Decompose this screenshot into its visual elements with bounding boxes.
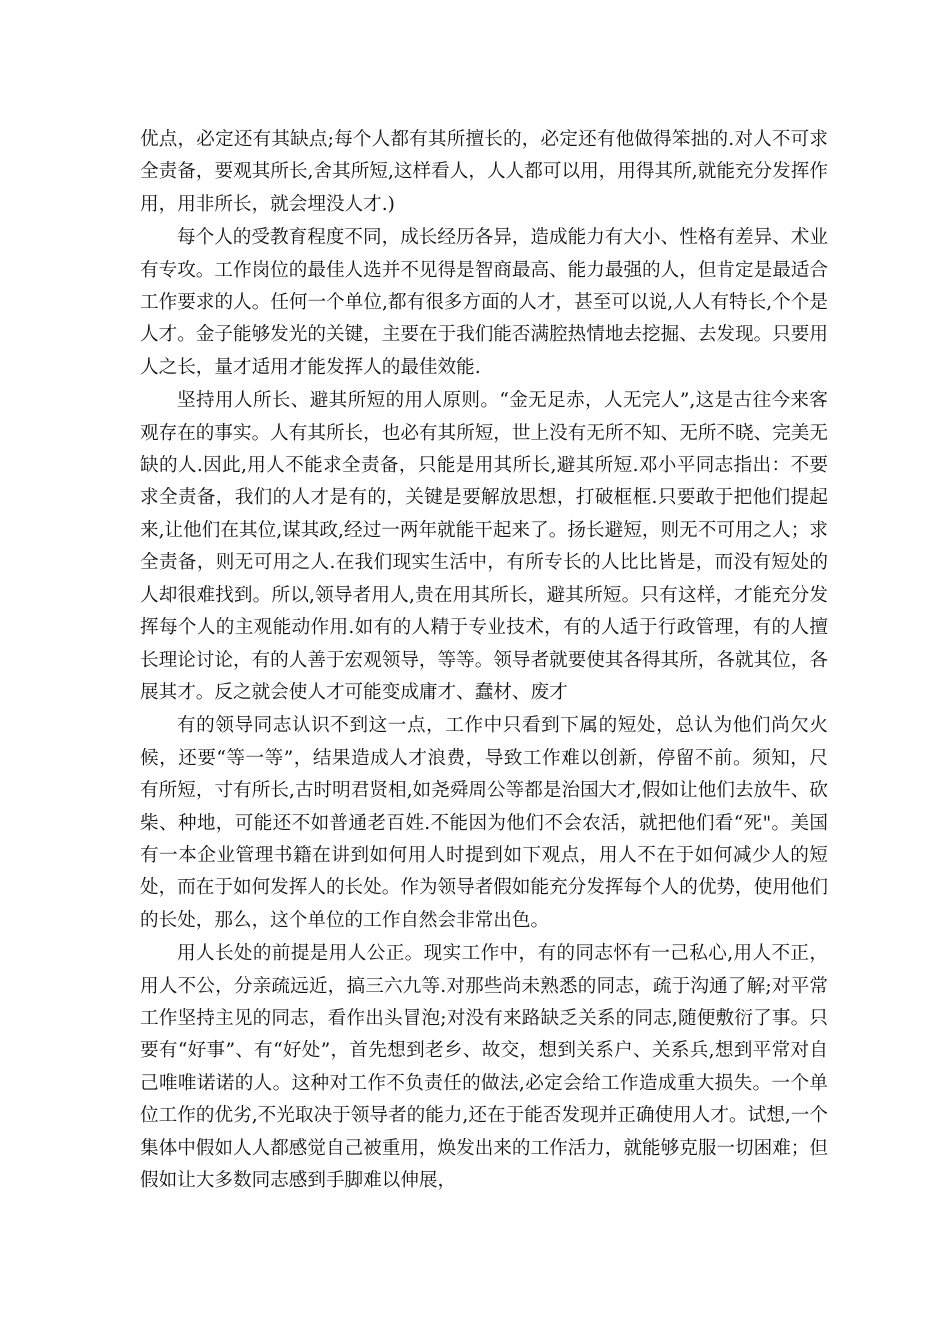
paragraph-1: 优点，必定还有其缺点;每个人都有其所擅长的，必定还有他做得笨拙的.对人不可求全责备，要观其所长,舍其所短,这样看人，人人都可以用，用得其所,就能充分发挥作用，用非所长，就会埋没人才.) <box>140 129 828 215</box>
paragraph-5: 用人长处的前提是用人公正。现实工作中，有的同志怀有一己私心,用人不正，用人不公，分亲疏远近，搞三六九等.对那些尚未熟悉的同志，疏于沟通了解;对平常工作坚持主见的同志，看作出头冒泡;对没有来路缺乏关系的同志,随便敷衍了事。只要有“好事”、有“好处”，首先想到老乡、故交，想到关系户、关系兵,想到平常对自己唯唯诺诺的人。这种对工作不负责任的做法,必定会给工作造成重大损失。一个单位工作的优劣,不光取决于领导者的能力,还在于能否发现并正确使用人才。试想,一个集体中假如人人都感觉自己被重用，焕发出来的工作活力，就能够克服一切困难；但假如让大多数同志感到手脚难以伸展， <box>140 943 828 1191</box>
paragraph-3: 坚持用人所长、避其所短的用人原则。“金无足赤，人无完人”,这是古往今来客观存在的事实。人有其所长，也必有其所短，世上没有无所不知、无所不晓、完美无缺的人.因此,用人不能求全责备，只能是用其所长,避其所短.邓小平同志指出：不要求全责备，我们的人才是有的，关键是要解放思想，打破框框.只要敢于把他们提起来,让他们在其位,谋其政,经过一两年就能干起来了。扬长避短，则无不可用之人；求全责备，则无可用之人.在我们现实生活中，有所专长的人比比皆是，而没有短处的人却很难找到。所以,领导者用人,贵在用其所长，避其所短。只有这样，才能充分发挥每个人的主观能动作用.如有的人精于专业技术，有的人适于行政管理，有的人擅长理论讨论，有的人善于宏观领导，等等。领导者就要使其各得其所，各就其位，各展其才。反之就会使人才可能变成庸才、蠢材、废才 <box>140 390 828 703</box>
paragraph-2: 每个人的受教育程度不同，成长经历各异，造成能力有大小、性格有差异、术业有专攻。工作岗位的最佳人选并不见得是智商最高、能力最强的人，但肯定是最适合工作要求的人。任何一个单位,都有很多方面的人才，甚至可以说,人人有特长,个个是人才。金子能够发光的关键，主要在于我们能否满腔热情地去挖掘、去发现。只要用人之长，量才适用才能发挥人的最佳效能. <box>140 227 828 378</box>
document-body <box>140 124 828 1197</box>
paragraph-4: 有的领导同志认识不到这一点，工作中只看到下属的短处，总认为他们尚欠火候，还要“等一等”，结果造成人才浪费，导致工作难以创新，停留不前。须知，尺有所短，寸有所长,古时明君贤相,如尧舜周公等都是治国大才,假如让他们去放牛、砍柴、种地，可能还不如普通老百姓.不能因为他们不会农活，就把他们看“死"。美国有一本企业管理书籍在讲到如何用人时提到如下观点，用人不在于如何减少人的短处，而在于如何发挥人的长处。作为领导者假如能充分发挥每个人的优势，使用他们的长处，那么，这个单位的工作自然会非常出色。 <box>140 715 828 931</box>
